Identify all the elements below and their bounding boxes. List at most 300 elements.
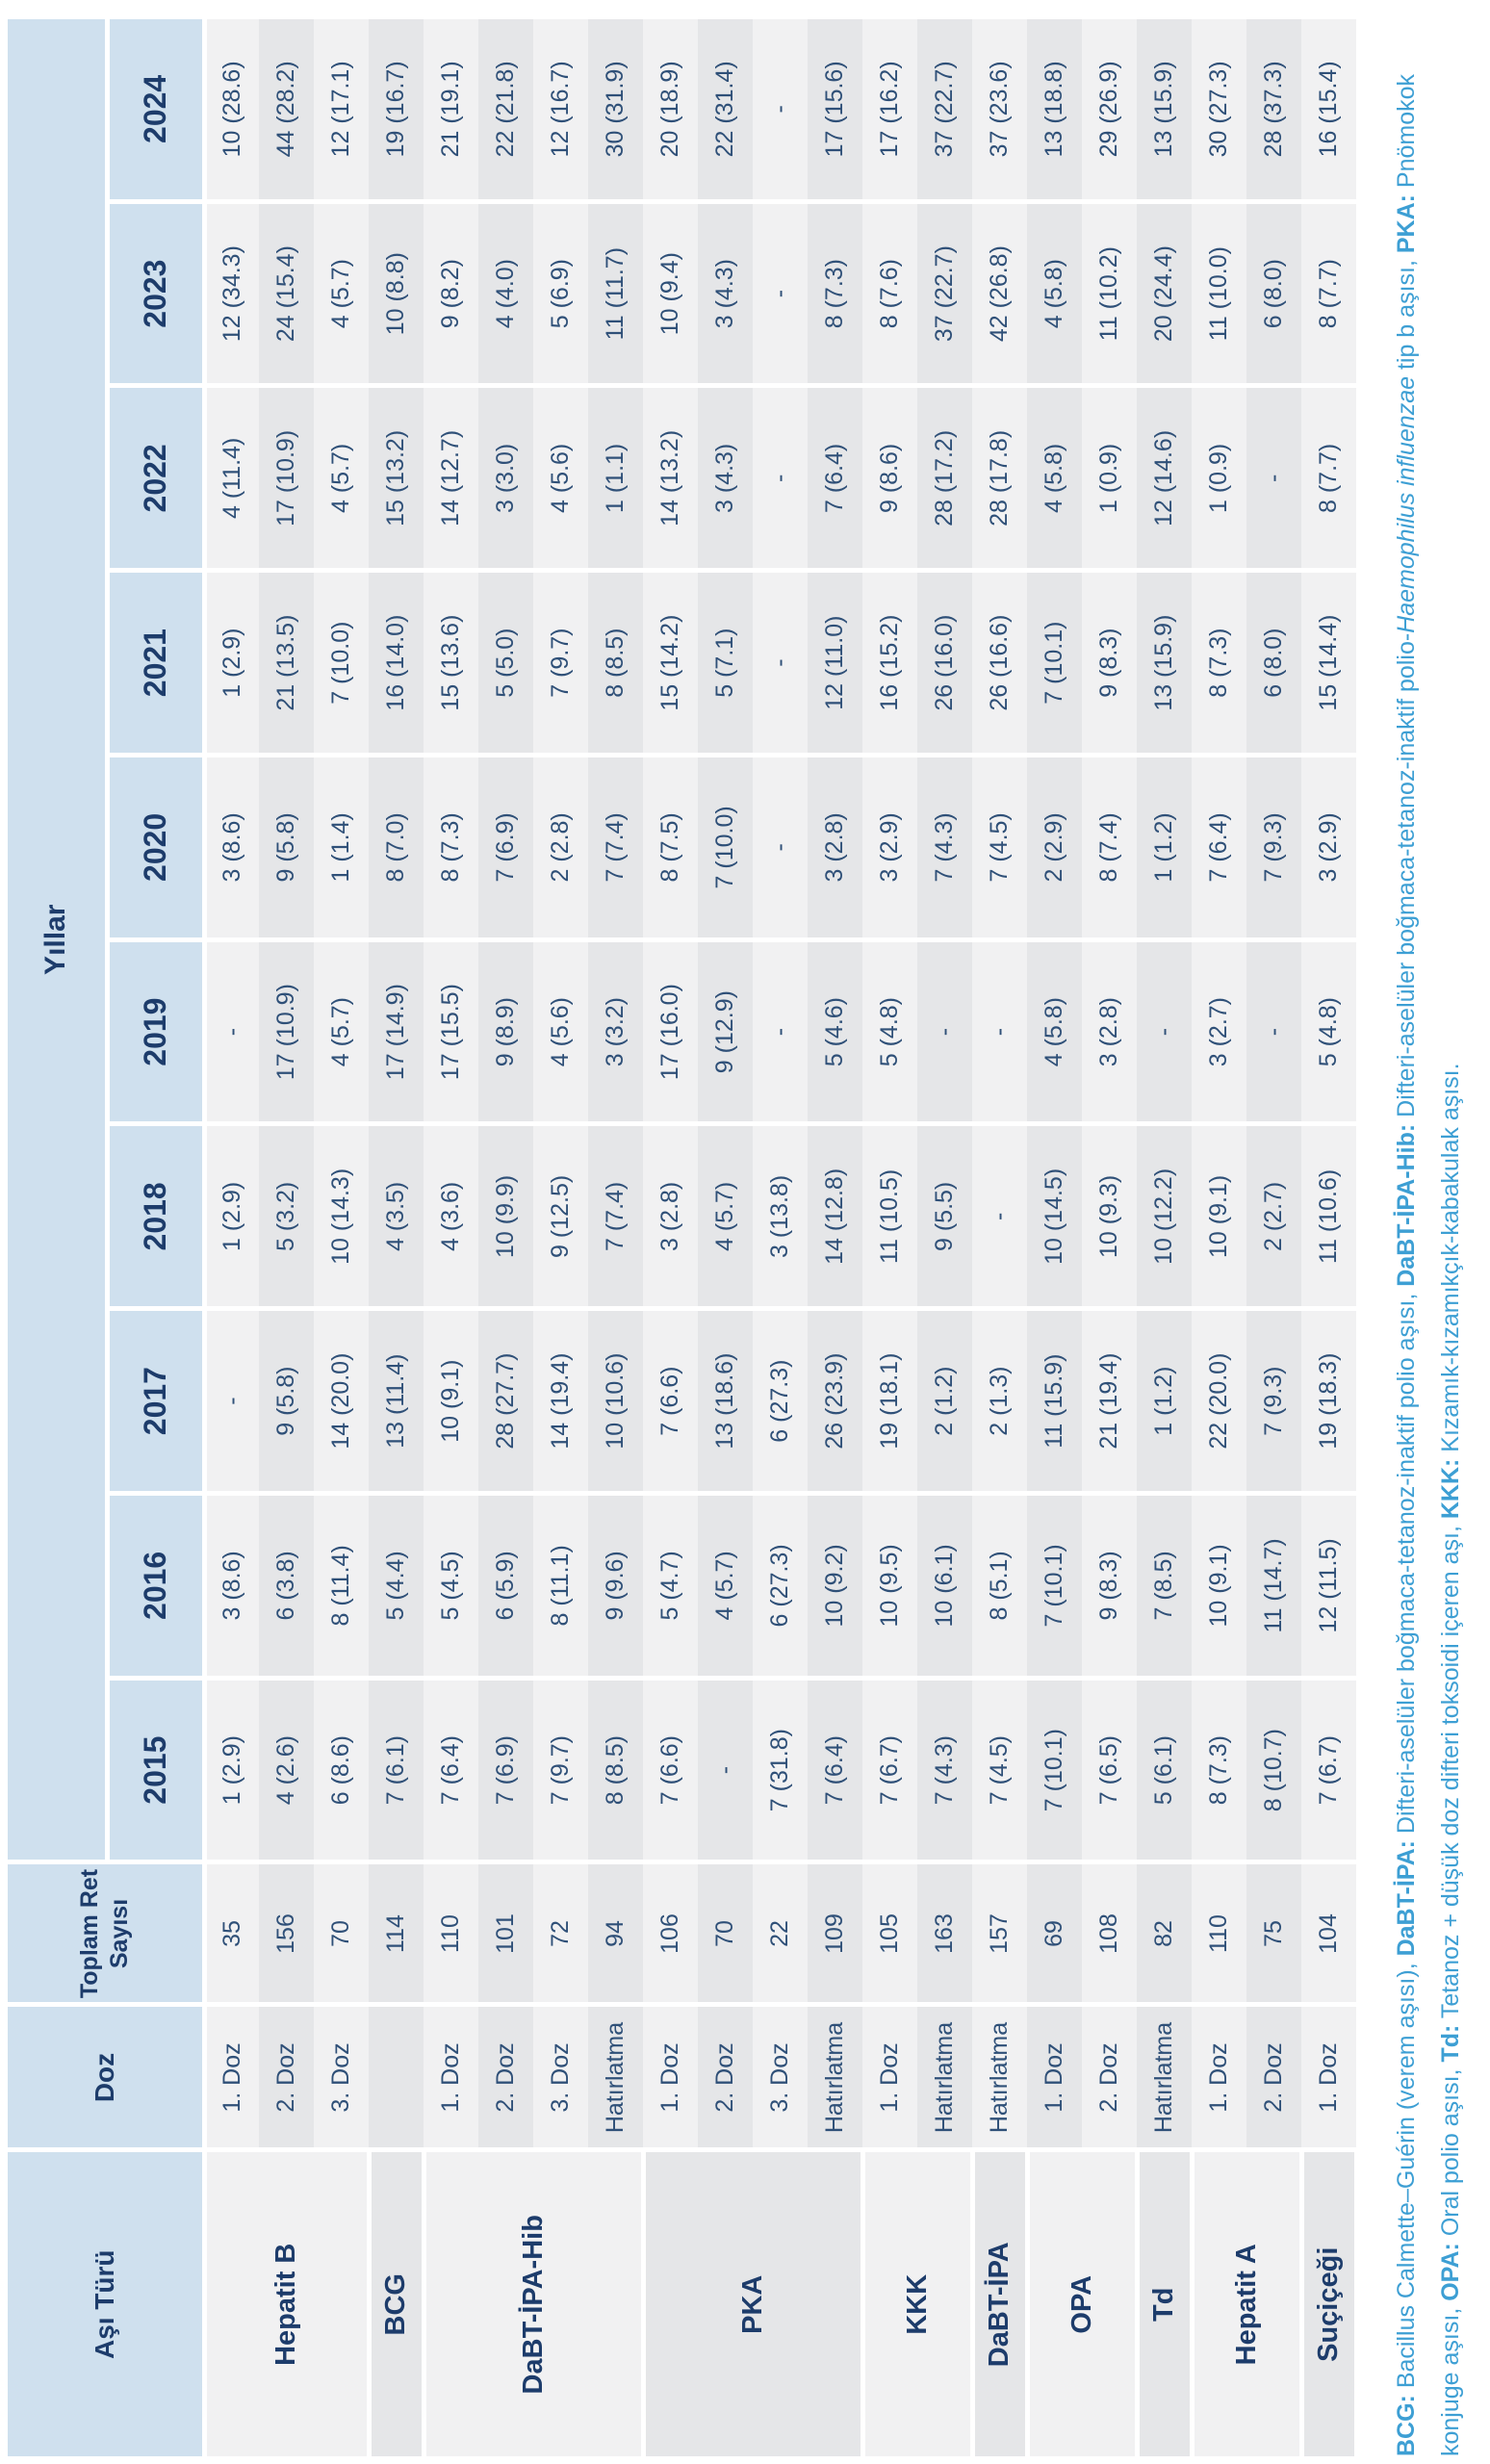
- value-cell: 1 (1.2): [1137, 756, 1192, 940]
- dose-cell: 1. Doz: [1192, 2005, 1246, 2150]
- dose-cell: 2. Doz: [1246, 2005, 1301, 2150]
- table-row: [1192, 17, 1246, 2457]
- value-cell: 7 (9.7): [533, 571, 588, 756]
- value-cell: 11 (10.6): [1301, 1124, 1356, 1309]
- value-cell: -: [917, 939, 972, 1124]
- footnote-segment: DaBT-İPA:: [1392, 1840, 1420, 1957]
- value-cell: 7 (7.4): [588, 1124, 643, 1309]
- year-header: 2024: [107, 17, 204, 202]
- value-cell: 28 (17.2): [917, 386, 972, 571]
- value-cell: 2 (2.8): [533, 756, 588, 940]
- dose-cell: Hatırlatma: [1137, 2005, 1192, 2150]
- value-cell: 37 (22.7): [917, 201, 972, 386]
- footnote-segment: Kızamık-kızamıkçık-kabakulak aşısı.: [1436, 1063, 1464, 1459]
- footnote-segment: Oral polio aşısı,: [1436, 2062, 1464, 2244]
- value-cell: 1 (2.9): [204, 1678, 259, 1862]
- value-cell: 1 (1.1): [588, 386, 643, 571]
- value-cell: 7 (8.5): [1137, 1494, 1192, 1679]
- value-cell: 7 (6.6): [643, 1678, 698, 1862]
- footnote-line: [1428, 17, 1473, 2456]
- value-cell: 11 (14.7): [1246, 1494, 1301, 1679]
- value-cell: 7 (6.5): [1082, 1678, 1137, 1862]
- value-cell: 3 (2.7): [1192, 939, 1246, 1124]
- total-refusals-cell: 94: [588, 1862, 643, 2005]
- dose-cell: 1. Doz: [862, 2005, 917, 2150]
- vaccine-group-cell: PKA: [643, 2150, 862, 2456]
- value-cell: 10 (12.2): [1137, 1124, 1192, 1309]
- value-cell: 12 (14.6): [1137, 386, 1192, 571]
- vaccine-group-cell: DaBT-İPA: [972, 2150, 1027, 2456]
- value-cell: 17 (10.9): [259, 386, 314, 571]
- value-cell: 7 (6.9): [478, 1678, 533, 1862]
- value-cell: 14 (12.8): [808, 1124, 862, 1309]
- value-cell: -: [753, 17, 808, 202]
- header-vaccine-type: Aşı Türü: [8, 2150, 204, 2456]
- dose-cell: 2. Doz: [478, 2005, 533, 2150]
- value-cell: 4 (5.8): [1027, 201, 1082, 386]
- dose-cell: 1. Doz: [204, 2005, 259, 2150]
- total-refusals-cell: 104: [1301, 1862, 1356, 2005]
- value-cell: 15 (14.4): [1301, 571, 1356, 756]
- value-cell: 8 (7.7): [1301, 201, 1356, 386]
- total-refusals-cell: 156: [259, 1862, 314, 2005]
- vaccine-group-cell: KKK: [862, 2150, 972, 2456]
- value-cell: 10 (9.1): [424, 1309, 478, 1494]
- total-refusals-cell: 109: [808, 1862, 862, 2005]
- value-cell: 3 (13.8): [753, 1124, 808, 1309]
- value-cell: 12 (11.0): [808, 571, 862, 756]
- value-cell: 4 (3.6): [424, 1124, 478, 1309]
- total-refusals-cell: 110: [424, 1862, 478, 2005]
- value-cell: 16 (15.2): [862, 571, 917, 756]
- total-refusals-cell: 105: [862, 1862, 917, 2005]
- value-cell: 10 (10.6): [588, 1309, 643, 1494]
- year-header: 2020: [107, 756, 204, 940]
- value-cell: 5 (6.1): [1137, 1678, 1192, 1862]
- value-cell: 15 (14.2): [643, 571, 698, 756]
- value-cell: 8 (7.3): [808, 201, 862, 386]
- table-row: [972, 17, 1027, 2457]
- total-refusals-cell: 75: [1246, 1862, 1301, 2005]
- value-cell: 10 (8.8): [369, 201, 424, 386]
- value-cell: 4 (4.0): [478, 201, 533, 386]
- vaccine-group-cell: Hepatit A: [1192, 2150, 1301, 2456]
- value-cell: 22 (31.4): [698, 17, 753, 202]
- value-cell: 10 (9.2): [808, 1494, 862, 1679]
- value-cell: 2 (2.7): [1246, 1124, 1301, 1309]
- footnote-segment: DaBT-İPA-Hib:: [1392, 1123, 1420, 1287]
- table-row: [862, 17, 917, 2457]
- value-cell: 4 (5.6): [533, 939, 588, 1124]
- value-cell: 42 (26.8): [972, 201, 1027, 386]
- value-cell: 4 (5.7): [698, 1494, 753, 1679]
- value-cell: 8 (7.6): [862, 201, 917, 386]
- value-cell: 14 (13.2): [643, 386, 698, 571]
- year-header: 2018: [107, 1124, 204, 1309]
- value-cell: 21 (13.5): [259, 571, 314, 756]
- value-cell: 19 (18.1): [862, 1309, 917, 1494]
- value-cell: 12 (34.3): [204, 201, 259, 386]
- value-cell: 13 (11.4): [369, 1309, 424, 1494]
- dose-cell: 1. Doz: [424, 2005, 478, 2150]
- value-cell: 44 (28.2): [259, 17, 314, 202]
- value-cell: 9 (5.8): [259, 1309, 314, 1494]
- footnote-segment: BCG:: [1392, 2395, 1420, 2456]
- value-cell: 10 (9.1): [1192, 1494, 1246, 1679]
- value-cell: 4 (11.4): [204, 386, 259, 571]
- value-cell: -: [753, 756, 808, 940]
- footnote-segment: Difteri-aselüler boğmaca-tetanoz-inaktif polio-: [1392, 632, 1420, 1124]
- value-cell: 17 (15.6): [808, 17, 862, 202]
- table-row: [259, 17, 314, 2457]
- value-cell: 5 (4.7): [643, 1494, 698, 1679]
- value-cell: 14 (19.4): [533, 1309, 588, 1494]
- table-row: [698, 17, 753, 2457]
- dose-cell: Hatırlatma: [972, 2005, 1027, 2150]
- value-cell: 14 (20.0): [314, 1309, 369, 1494]
- value-cell: 10 (9.9): [478, 1124, 533, 1309]
- value-cell: 17 (14.9): [369, 939, 424, 1124]
- value-cell: 3 (2.8): [1082, 939, 1137, 1124]
- table-row: [478, 17, 533, 2457]
- vaccine-group-cell: BCG: [369, 2150, 424, 2456]
- dose-cell: 2. Doz: [1082, 2005, 1137, 2150]
- value-cell: 7 (6.7): [1301, 1678, 1356, 1862]
- value-cell: 9 (5.8): [259, 756, 314, 940]
- value-cell: 30 (27.3): [1192, 17, 1246, 202]
- footnote-segment: PKA:: [1392, 194, 1420, 254]
- value-cell: 15 (13.2): [369, 386, 424, 571]
- total-refusals-cell: 163: [917, 1862, 972, 2005]
- value-cell: 9 (8.6): [862, 386, 917, 571]
- value-cell: -: [753, 201, 808, 386]
- total-refusals-cell: 22: [753, 1862, 808, 2005]
- value-cell: 4 (3.5): [369, 1124, 424, 1309]
- value-cell: 5 (7.1): [698, 571, 753, 756]
- dose-cell: 3. Doz: [753, 2005, 808, 2150]
- value-cell: 15 (13.6): [424, 571, 478, 756]
- value-cell: 19 (18.3): [1301, 1309, 1356, 1494]
- value-cell: 7 (6.4): [808, 1678, 862, 1862]
- value-cell: 3 (3.2): [588, 939, 643, 1124]
- value-cell: 3 (2.8): [808, 756, 862, 940]
- value-cell: 7 (10.0): [314, 571, 369, 756]
- dose-cell: 1. Doz: [1027, 2005, 1082, 2150]
- table-row: [753, 17, 808, 2457]
- value-cell: 8 (7.7): [1301, 386, 1356, 571]
- value-cell: 24 (15.4): [259, 201, 314, 386]
- value-cell: 3 (2.9): [1301, 756, 1356, 940]
- value-cell: 7 (9.3): [1246, 1309, 1301, 1494]
- dose-cell: 3. Doz: [314, 2005, 369, 2150]
- table-row: [1246, 17, 1301, 2457]
- value-cell: 11 (10.0): [1192, 201, 1246, 386]
- value-cell: 1 (2.9): [204, 1124, 259, 1309]
- value-cell: 30 (31.9): [588, 17, 643, 202]
- total-refusals-cell: 157: [972, 1862, 1027, 2005]
- value-cell: 9 (8.2): [424, 201, 478, 386]
- total-refusals-cell: 101: [478, 1862, 533, 2005]
- table-row: [314, 17, 369, 2457]
- table-row: [643, 17, 698, 2457]
- footnote-segment: OPA:: [1436, 2243, 1464, 2301]
- value-cell: 4 (5.7): [314, 939, 369, 1124]
- total-refusals-cell: 69: [1027, 1862, 1082, 2005]
- value-cell: -: [753, 939, 808, 1124]
- vaccine-group-cell: DaBT-İPA-Hib: [424, 2150, 643, 2456]
- value-cell: 1 (1.4): [314, 756, 369, 940]
- total-refusals-cell: 72: [533, 1862, 588, 2005]
- footnote-segment: Haemophilus influenzae: [1392, 375, 1420, 633]
- value-cell: 13 (18.6): [698, 1309, 753, 1494]
- value-cell: 16 (15.4): [1301, 17, 1356, 202]
- value-cell: 8 (7.3): [1192, 571, 1246, 756]
- table-row: [1082, 17, 1137, 2457]
- value-cell: 10 (9.3): [1082, 1124, 1137, 1309]
- value-cell: 7 (4.3): [917, 1678, 972, 1862]
- value-cell: 10 (9.4): [643, 201, 698, 386]
- table-row: [808, 17, 862, 2457]
- value-cell: 7 (4.5): [972, 756, 1027, 940]
- year-header: 2023: [107, 201, 204, 386]
- year-header: 2019: [107, 939, 204, 1124]
- total-refusals-cell: 70: [698, 1862, 753, 2005]
- value-cell: -: [753, 386, 808, 571]
- value-cell: 8 (10.7): [1246, 1678, 1301, 1862]
- value-cell: 3 (2.8): [643, 1124, 698, 1309]
- table-row: [533, 17, 588, 2457]
- value-cell: 7 (4.3): [917, 756, 972, 940]
- value-cell: 9 (8.9): [478, 939, 533, 1124]
- dose-cell: 1. Doz: [1301, 2005, 1356, 2150]
- value-cell: 8 (8.5): [588, 1678, 643, 1862]
- value-cell: 8 (11.1): [533, 1494, 588, 1679]
- value-cell: 7 (6.9): [478, 756, 533, 940]
- value-cell: 17 (15.5): [424, 939, 478, 1124]
- value-cell: 17 (16.0): [643, 939, 698, 1124]
- value-cell: 7 (10.0): [698, 756, 753, 940]
- footnote-segment: KKK:: [1436, 1458, 1464, 1520]
- value-cell: 4 (5.8): [1027, 386, 1082, 571]
- total-refusals-cell: 82: [1137, 1862, 1192, 2005]
- value-cell: 8 (5.1): [972, 1494, 1027, 1679]
- value-cell: 7 (6.4): [424, 1678, 478, 1862]
- value-cell: 13 (15.9): [1137, 17, 1192, 202]
- value-cell: 4 (5.7): [314, 386, 369, 571]
- value-cell: 22 (20.0): [1192, 1309, 1246, 1494]
- value-cell: -: [972, 1124, 1027, 1309]
- value-cell: 12 (16.7): [533, 17, 588, 202]
- value-cell: 10 (9.1): [1192, 1124, 1246, 1309]
- value-cell: 26 (23.9): [808, 1309, 862, 1494]
- footnote-line: [1384, 17, 1428, 2456]
- dose-cell: Hatırlatma: [588, 2005, 643, 2150]
- value-cell: 26 (16.0): [917, 571, 972, 756]
- footnote: [1384, 17, 1474, 2456]
- value-cell: 16 (14.0): [369, 571, 424, 756]
- value-cell: 8 (11.4): [314, 1494, 369, 1679]
- value-cell: 4 (5.7): [698, 1124, 753, 1309]
- value-cell: -: [698, 1678, 753, 1862]
- value-cell: 17 (16.2): [862, 17, 917, 202]
- value-cell: 37 (23.6): [972, 17, 1027, 202]
- value-cell: 10 (9.5): [862, 1494, 917, 1679]
- table-header: [8, 17, 204, 2457]
- header-years-group: Yıllar: [8, 17, 107, 1863]
- dose-cell: Hatırlatma: [808, 2005, 862, 2150]
- value-cell: 7 (6.1): [369, 1678, 424, 1862]
- value-cell: 7 (31.8): [753, 1678, 808, 1862]
- value-cell: 9 (12.5): [533, 1124, 588, 1309]
- value-cell: 7 (10.1): [1027, 1678, 1082, 1862]
- footnote-segment: Difteri-aselüler boğmaca-tetanoz-inaktif polio aşısı,: [1392, 1286, 1420, 1841]
- value-cell: 9 (8.3): [1082, 1494, 1137, 1679]
- table-row: [369, 17, 424, 2457]
- value-cell: 7 (10.1): [1027, 571, 1082, 756]
- value-cell: 3 (2.9): [862, 756, 917, 940]
- value-cell: 8 (7.3): [424, 756, 478, 940]
- vaccine-group-cell: OPA: [1027, 2150, 1137, 2456]
- value-cell: 10 (14.3): [314, 1124, 369, 1309]
- footnote-segment: Tetanoz + düşük doz difteri toksoidi içeren aşı,: [1436, 1519, 1464, 2025]
- value-cell: 10 (14.5): [1027, 1124, 1082, 1309]
- dose-cell: 2. Doz: [698, 2005, 753, 2150]
- year-header: 2017: [107, 1309, 204, 1494]
- dose-cell: Hatırlatma: [917, 2005, 972, 2150]
- value-cell: 5 (4.6): [808, 939, 862, 1124]
- table-body: [204, 17, 1356, 2457]
- value-cell: 9 (9.6): [588, 1494, 643, 1679]
- value-cell: 3 (8.6): [204, 756, 259, 940]
- value-cell: 1 (0.9): [1082, 386, 1137, 571]
- vaccine-refusals-table: [8, 14, 1359, 2456]
- value-cell: 7 (9.3): [1246, 756, 1301, 940]
- value-cell: 7 (6.4): [1192, 756, 1246, 940]
- value-cell: 4 (5.6): [533, 386, 588, 571]
- total-refusals-cell: 70: [314, 1862, 369, 2005]
- value-cell: 11 (10.2): [1082, 201, 1137, 386]
- value-cell: 6 (27.3): [753, 1494, 808, 1679]
- dose-cell: 2. Doz: [259, 2005, 314, 2150]
- value-cell: 11 (11.7): [588, 201, 643, 386]
- value-cell: 8 (7.4): [1082, 756, 1137, 940]
- value-cell: 7 (4.5): [972, 1678, 1027, 1862]
- value-cell: 5 (6.9): [533, 201, 588, 386]
- dose-cell: 3. Doz: [533, 2005, 588, 2150]
- value-cell: 5 (4.4): [369, 1494, 424, 1679]
- value-cell: 4 (5.7): [314, 201, 369, 386]
- value-cell: 3 (3.0): [478, 386, 533, 571]
- value-cell: 3 (4.3): [698, 201, 753, 386]
- value-cell: 7 (6.7): [862, 1678, 917, 1862]
- value-cell: 1 (0.9): [1192, 386, 1246, 571]
- table-row: [917, 17, 972, 2457]
- value-cell: 13 (18.8): [1027, 17, 1082, 202]
- value-cell: 12 (17.1): [314, 17, 369, 202]
- value-cell: 37 (22.7): [917, 17, 972, 202]
- value-cell: 1 (2.9): [204, 571, 259, 756]
- value-cell: 9 (8.3): [1082, 571, 1137, 756]
- value-cell: 8 (8.5): [588, 571, 643, 756]
- value-cell: 2 (2.9): [1027, 756, 1082, 940]
- header-total-refusals: Toplam Ret Sayısı: [8, 1862, 204, 2005]
- value-cell: 26 (16.6): [972, 571, 1027, 756]
- year-header: 2015: [107, 1678, 204, 1862]
- vaccine-group-cell: Hepatit B: [204, 2150, 369, 2456]
- value-cell: 20 (24.4): [1137, 201, 1192, 386]
- header-dose: Doz: [8, 2005, 204, 2150]
- dose-cell: [369, 2005, 424, 2150]
- value-cell: 29 (26.9): [1082, 17, 1137, 202]
- value-cell: 21 (19.1): [424, 17, 478, 202]
- value-cell: 5 (4.8): [1301, 939, 1356, 1124]
- value-cell: -: [753, 571, 808, 756]
- value-cell: -: [1137, 939, 1192, 1124]
- table-row: [204, 17, 259, 2457]
- value-cell: 9 (5.5): [917, 1124, 972, 1309]
- value-cell: 17 (10.9): [259, 939, 314, 1124]
- dose-cell: 1. Doz: [643, 2005, 698, 2150]
- value-cell: 8 (7.3): [1192, 1678, 1246, 1862]
- value-cell: -: [1246, 386, 1301, 571]
- table-row: [1301, 17, 1356, 2457]
- value-cell: 21 (19.4): [1082, 1309, 1137, 1494]
- value-cell: 9 (12.9): [698, 939, 753, 1124]
- value-cell: -: [972, 939, 1027, 1124]
- value-cell: 5 (5.0): [478, 571, 533, 756]
- value-cell: 2 (1.2): [917, 1309, 972, 1494]
- value-cell: 8 (7.5): [643, 756, 698, 940]
- year-header: 2022: [107, 386, 204, 571]
- header-row-top: [8, 17, 107, 2457]
- total-refusals-cell: 35: [204, 1862, 259, 2005]
- value-cell: 7 (6.6): [643, 1309, 698, 1494]
- value-cell: 22 (21.8): [478, 17, 533, 202]
- value-cell: -: [204, 1309, 259, 1494]
- table-row: [588, 17, 643, 2457]
- value-cell: 14 (12.7): [424, 386, 478, 571]
- value-cell: 6 (5.9): [478, 1494, 533, 1679]
- vaccine-group-cell: Td: [1137, 2150, 1192, 2456]
- value-cell: 20 (18.9): [643, 17, 698, 202]
- value-cell: 11 (10.5): [862, 1124, 917, 1309]
- footnote-segment: Td:: [1436, 2024, 1464, 2063]
- value-cell: 3 (4.3): [698, 386, 753, 571]
- value-cell: 3 (8.6): [204, 1494, 259, 1679]
- value-cell: 6 (8.6): [314, 1678, 369, 1862]
- value-cell: 6 (27.3): [753, 1309, 808, 1494]
- value-cell: 5 (3.2): [259, 1124, 314, 1309]
- footnote-segment: tip b aşısı,: [1392, 253, 1420, 376]
- value-cell: 19 (16.7): [369, 17, 424, 202]
- value-cell: 5 (4.5): [424, 1494, 478, 1679]
- year-header: 2021: [107, 571, 204, 756]
- value-cell: 28 (37.3): [1246, 17, 1301, 202]
- footnote-segment: Bacillus Calmette–Guérin (verem aşısı),: [1392, 1956, 1420, 2396]
- vaccine-group-cell: Suçiçeği: [1301, 2150, 1356, 2456]
- value-cell: 7 (7.4): [588, 756, 643, 940]
- total-refusals-cell: 114: [369, 1862, 424, 2005]
- footnote-segment: Pnömokok: [1392, 73, 1420, 195]
- value-cell: 4 (5.8): [1027, 939, 1082, 1124]
- value-cell: 13 (15.9): [1137, 571, 1192, 756]
- value-cell: 6 (8.0): [1246, 201, 1301, 386]
- value-cell: 28 (17.8): [972, 386, 1027, 571]
- value-cell: 12 (11.5): [1301, 1494, 1356, 1679]
- value-cell: 10 (28.6): [204, 17, 259, 202]
- value-cell: 2 (1.3): [972, 1309, 1027, 1494]
- footnote-segment: konjuge aşısı,: [1436, 2300, 1464, 2456]
